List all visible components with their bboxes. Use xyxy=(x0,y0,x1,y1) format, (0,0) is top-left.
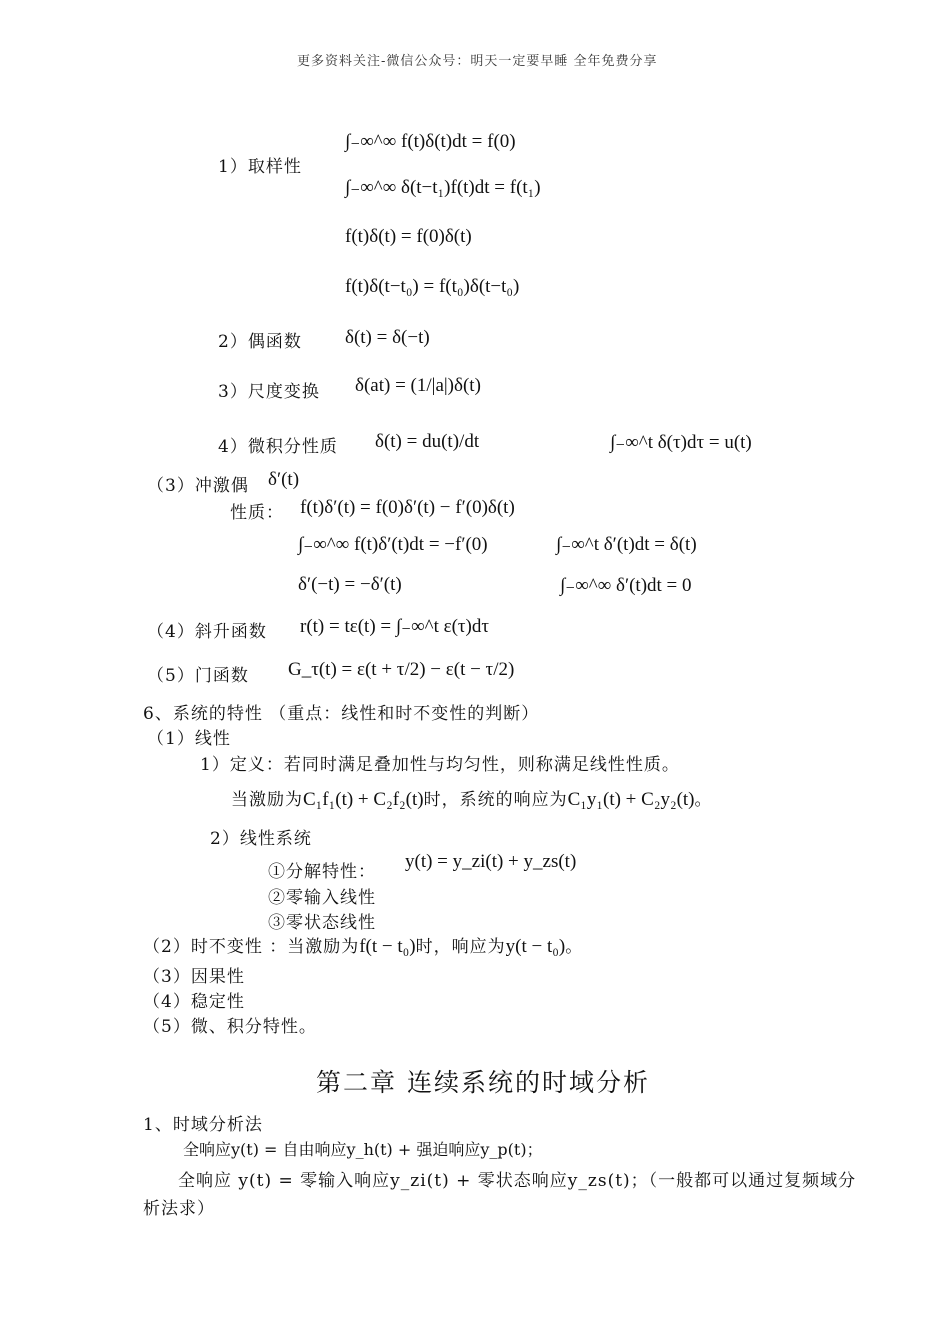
ti-text-c: 。 xyxy=(565,937,584,957)
def-math-a: C₁f₁(t) + C₂f₂(t) xyxy=(303,789,424,810)
doublet-eq3: ∫₋∞^t δ′(t)dt = δ(t) xyxy=(556,534,697,555)
sampling-eq2: ∫₋∞^∞ δ(t−t₁)f(t)dt = f(t₁) xyxy=(345,177,541,198)
causality-label: （3）因果性 xyxy=(143,967,245,987)
diff-eq1: δ(t) = du(t)/dt xyxy=(375,431,480,452)
full-response-line1: 全响应y(t) = 自由响应y_h(t) + 强迫响应y_p(t)； xyxy=(183,1140,543,1159)
ramp-eq: r(t) = tε(t) = ∫₋∞^t ε(τ)dτ xyxy=(300,616,490,637)
scale-label: 3）尺度变换 xyxy=(218,382,320,402)
diff-int-label: （5）微、积分特性。 xyxy=(143,1017,317,1037)
diff-eq2: ∫₋∞^t δ(τ)dτ = u(t) xyxy=(610,432,752,453)
doublet-props-label: 性质： xyxy=(230,503,284,523)
full-response-line3: 析法求） xyxy=(143,1199,215,1219)
doublet-eq1: f(t)δ′(t) = f(0)δ′(t) − f′(0)δ(t) xyxy=(300,497,515,518)
decomposition-item: ①分解特性： xyxy=(268,862,376,882)
linear-definition-line xyxy=(231,785,713,811)
ti-text-a: （2）时不变性 ：当激励为 xyxy=(143,937,360,957)
doublet-eq5: ∫₋∞^∞ δ′(t)dt = 0 xyxy=(560,575,692,596)
linear-system-label: 2）线性系统 xyxy=(210,829,312,849)
sampling-eq4: f(t)δ(t−t₀) = f(t₀)δ(t−t₀) xyxy=(345,276,520,297)
time-invariance-line xyxy=(143,932,583,958)
zero-input-item: ②零输入线性 xyxy=(268,888,376,908)
even-eq: δ(t) = δ(−t) xyxy=(345,327,430,348)
ti-math-a: f(t − t₀) xyxy=(359,936,416,957)
stability-label: （4）稳定性 xyxy=(143,992,245,1012)
full-response-line2: 全响应 y(t) = 零输入响应y_zi(t) + 零状态响应y_zs(t)；（一般都可以通过复频域分 xyxy=(178,1171,857,1191)
ramp-label: （4）斜升函数 xyxy=(147,622,267,642)
page-header: 更多资料关注-微信公众号：明天一定要早睡 全年免费分享 xyxy=(297,54,658,69)
doublet-eq2: ∫₋∞^∞ f(t)δ′(t)dt = −f′(0) xyxy=(298,534,488,555)
linear-definition: 1）定义：若同时满足叠加性与均匀性，则称满足线性性质。 xyxy=(200,755,680,775)
def-text-b: 时，系统的响应为 xyxy=(423,790,568,810)
def-math-b: C₁y₁(t) + C₂y₂(t) xyxy=(567,789,695,810)
decomposition-eq: y(t) = y_zi(t) + y_zs(t) xyxy=(405,851,577,872)
def-text-a: 当激励为 xyxy=(231,790,303,810)
ti-text-b: 时，响应为 xyxy=(415,937,506,957)
sampling-eq3: f(t)δ(t) = f(0)δ(t) xyxy=(345,226,472,247)
doublet-eq4: δ′(−t) = −δ′(t) xyxy=(298,574,402,595)
scale-eq: δ(at) = (1/|a|)δ(t) xyxy=(355,375,481,396)
ti-math-b: y(t − t₀) xyxy=(505,936,566,957)
sampling-label: 1）取样性 xyxy=(218,157,302,177)
gate-eq: G_τ(t) = ε(t + τ/2) − ε(t − τ/2) xyxy=(288,659,515,680)
gate-label: （5）门函数 xyxy=(147,666,249,686)
doublet-label: （3）冲激偶 xyxy=(147,476,249,496)
diff-label: 4）微积分性质 xyxy=(218,437,338,457)
linear-label: （1）线性 xyxy=(147,729,231,749)
section-heading: 1、时域分析法 xyxy=(143,1115,263,1135)
sampling-eq1: ∫₋∞^∞ f(t)δ(t)dt = f(0) xyxy=(345,131,516,152)
zero-state-item: ③零状态线性 xyxy=(268,913,376,933)
even-label: 2）偶函数 xyxy=(218,332,302,352)
def-text-c: 。 xyxy=(694,790,713,810)
system-heading: 6、系统的特性 （重点：线性和时不变性的判断） xyxy=(143,704,540,724)
chapter-title: 第二章 连续系统的时域分析 xyxy=(316,1068,650,1097)
doublet-symbol: δ′(t) xyxy=(268,469,300,490)
